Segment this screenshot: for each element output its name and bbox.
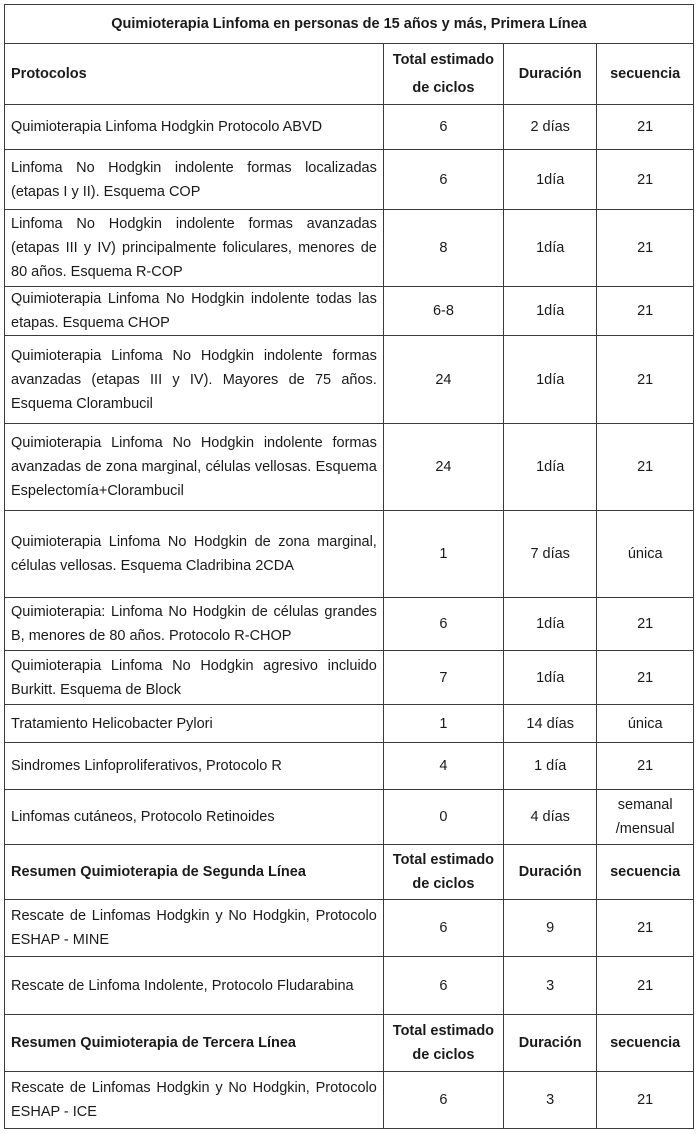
cycles-cell: 6-8 (383, 287, 503, 336)
header-duracion: Duración (504, 845, 597, 900)
duration-cell: 1día (504, 598, 597, 651)
table-row (5, 287, 694, 336)
cycles-cell: 6 (383, 598, 503, 651)
table-row (5, 511, 694, 598)
cycles-cell: 7 (383, 651, 503, 705)
table-row (5, 424, 694, 511)
cycles-cell: 6 (383, 105, 503, 150)
duration-cell: 1día (504, 336, 597, 424)
table-row (5, 743, 694, 790)
table-row (5, 598, 694, 651)
sequence-cell: semanal /mensual (597, 790, 694, 845)
cycles-cell: 6 (383, 150, 503, 210)
duration-cell: 2 días (504, 105, 597, 150)
cycles-cell: 6 (383, 957, 503, 1015)
section-header-primera-linea (5, 44, 694, 105)
sequence-cell: 21 (597, 336, 694, 424)
sequence-cell: 21 (597, 900, 694, 957)
cycles-cell: 24 (383, 336, 503, 424)
table-row (5, 210, 694, 287)
duration-cell: 4 días (504, 790, 597, 845)
cycles-cell: 6 (383, 900, 503, 957)
header-segunda-linea: Resumen Quimioterapia de Segunda Línea (5, 845, 384, 900)
cycles-cell: 1 (383, 511, 503, 598)
table-row (5, 790, 694, 845)
header-protocolos: Protocolos (5, 44, 384, 105)
protocol-cell: Quimioterapia Linfoma No Hodgkin indolente todas las etapas. Esquema CHOP (5, 287, 384, 336)
protocol-cell: Tratamiento Helicobacter Pylori (5, 705, 384, 743)
header-duracion: Duración (504, 44, 597, 105)
sequence-cell: 21 (597, 1072, 694, 1129)
table-title: Quimioterapia Linfoma en personas de 15 años y más, Primera Línea (5, 5, 694, 44)
protocol-cell: Quimioterapia Linfoma No Hodgkin indolente formas avanzadas (etapas III y IV). Mayores de 75 años. Esquema Clorambucil (5, 336, 384, 424)
table-row (5, 957, 694, 1015)
duration-cell: 1 día (504, 743, 597, 790)
cycles-cell: 0 (383, 790, 503, 845)
cycles-cell: 4 (383, 743, 503, 790)
header-secuencia: secuencia (597, 1015, 694, 1072)
sequence-cell: única (597, 511, 694, 598)
header-total-ciclos (383, 1015, 503, 1072)
duration-cell: 1día (504, 287, 597, 336)
protocol-cell: Rescate de Linfoma Indolente, Protocolo Fludarabina (5, 957, 384, 1015)
protocol-cell: Rescate de Linfomas Hodgkin y No Hodgkin, Protocolo ESHAP - MINE (5, 900, 384, 957)
protocol-cell: Quimioterapia Linfoma No Hodgkin de zona marginal, células vellosas. Esquema Cladribina 2CDA (5, 511, 384, 598)
duration-cell: 1día (504, 651, 597, 705)
protocol-cell: Sindromes Linfoproliferativos, Protocolo R (5, 743, 384, 790)
sequence-cell: 21 (597, 957, 694, 1015)
header-tercera-linea: Resumen Quimioterapia de Tercera Línea (5, 1015, 384, 1072)
protocol-cell: Linfoma No Hodgkin indolente formas localizadas (etapas I y II). Esquema COP (5, 150, 384, 210)
duration-cell: 3 (504, 1072, 597, 1129)
table-row (5, 105, 694, 150)
sequence-cell: 21 (597, 651, 694, 705)
sequence-cell: 21 (597, 287, 694, 336)
section-header-tercera-linea (5, 1015, 694, 1072)
header-secuencia: secuencia (597, 845, 694, 900)
cycles-cell: 1 (383, 705, 503, 743)
lymphoma-chemotherapy-table (4, 4, 694, 1129)
protocol-cell: Linfomas cutáneos, Protocolo Retinoides (5, 790, 384, 845)
header-cycles-line2: de ciclos (412, 1047, 475, 1063)
protocol-cell: Quimioterapia Linfoma Hodgkin Protocolo ABVD (5, 105, 384, 150)
sequence-cell: 21 (597, 743, 694, 790)
sequence-cell: 21 (597, 105, 694, 150)
duration-cell: 1día (504, 424, 597, 511)
table-row (5, 336, 694, 424)
header-cycles-line1: Total estimado (392, 52, 495, 68)
header-total-ciclos (383, 44, 503, 105)
duration-cell: 14 días (504, 705, 597, 743)
protocol-cell: Quimioterapia Linfoma No Hodgkin indolente formas avanzadas de zona marginal, células vellosas. Esquema Espelectomía+Clorambucil (5, 424, 384, 511)
section-header-segunda-linea (5, 845, 694, 900)
table-row (5, 651, 694, 705)
cycles-cell: 8 (383, 210, 503, 287)
sequence-cell: única (597, 705, 694, 743)
sequence-cell: 21 (597, 598, 694, 651)
header-duracion: Duración (504, 1015, 597, 1072)
table-row (5, 900, 694, 957)
header-cycles-line1: Total estimado (392, 852, 495, 868)
title-row (5, 5, 694, 44)
duration-cell: 9 (504, 900, 597, 957)
protocol-cell: Linfoma No Hodgkin indolente formas avanzadas (etapas III y IV) principalmente foliculares, menores de 80 años. Esquema R-COP (5, 210, 384, 287)
sequence-cell: 21 (597, 150, 694, 210)
table-row (5, 705, 694, 743)
sequence-cell: 21 (597, 210, 694, 287)
duration-cell: 1día (504, 210, 597, 287)
header-cycles-line1: Total estimado (392, 1023, 495, 1039)
table-row (5, 150, 694, 210)
sequence-cell: 21 (597, 424, 694, 511)
protocol-cell: Quimioterapia Linfoma No Hodgkin agresivo incluido Burkitt. Esquema de Block (5, 651, 384, 705)
header-cycles-line2: de ciclos (412, 876, 475, 892)
header-total-ciclos (383, 845, 503, 900)
header-cycles-line2: de ciclos (412, 80, 475, 96)
protocol-cell: Rescate de Linfomas Hodgkin y No Hodgkin, Protocolo ESHAP - ICE (5, 1072, 384, 1129)
protocol-cell: Quimioterapia: Linfoma No Hodgkin de células grandes B, menores de 80 años. Protocolo R-CHOP (5, 598, 384, 651)
table-row (5, 1072, 694, 1129)
duration-cell: 1día (504, 150, 597, 210)
header-secuencia: secuencia (597, 44, 694, 105)
duration-cell: 3 (504, 957, 597, 1015)
cycles-cell: 24 (383, 424, 503, 511)
cycles-cell: 6 (383, 1072, 503, 1129)
duration-cell: 7 días (504, 511, 597, 598)
